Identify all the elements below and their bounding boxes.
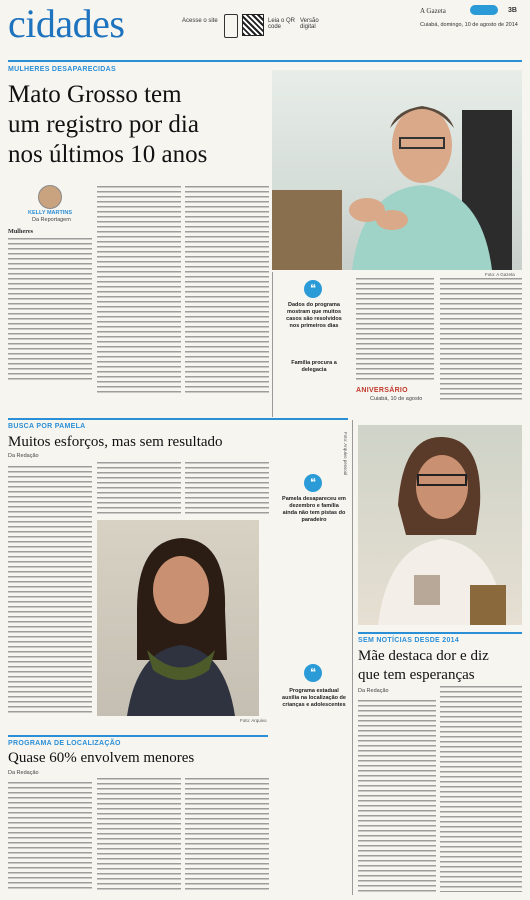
author-role: Da Reportagem	[32, 217, 71, 223]
story-three-headline: Quase 60% envolvem menores	[8, 750, 195, 766]
story-three-byline: Da Redação	[8, 770, 39, 776]
quote-icon: ❝	[304, 280, 322, 298]
story-three-column-3	[185, 778, 269, 892]
main-photo	[272, 70, 522, 270]
main-column-2	[97, 186, 181, 396]
story-two-photo-credit: Foto: Arquivo	[240, 718, 267, 723]
main-column-5	[440, 278, 522, 403]
main-headline-line-3: nos últimos 10 anos	[8, 141, 208, 168]
story-two-rule	[8, 418, 348, 420]
column-divider	[352, 420, 353, 895]
story-two-column-3	[185, 462, 269, 514]
story-four-rule	[358, 632, 522, 634]
story-two-column-1	[8, 466, 92, 716]
story-two-photo	[97, 520, 259, 716]
story-three-rule	[8, 735, 268, 737]
story-four-kicker: SEM NOTÍCIAS DESDE 2014	[358, 637, 460, 644]
column-divider	[272, 272, 273, 417]
author-name: KELLY MARTINS	[28, 210, 73, 216]
story-three-sidebar-icon	[304, 664, 322, 682]
quote-icon: ❝	[304, 664, 322, 682]
main-kicker: MULHERES DESAPARECIDAS	[8, 66, 116, 73]
story-two-byline: Da Redação	[8, 453, 39, 459]
page-number: 3B	[508, 7, 517, 14]
mother-portrait-illustration	[358, 425, 522, 625]
main-headline-line-2: um registro por dia	[8, 111, 199, 138]
main-column-1	[8, 238, 92, 380]
qr-code-icon	[242, 14, 264, 36]
main-sidebar-text-2: Família procura a delegacia	[291, 360, 337, 373]
story-two-headline: Muitos esforços, mas sem resultado	[8, 434, 223, 450]
main-red-label: ANIVERSÁRIO	[356, 387, 408, 394]
main-highlight-text: Cuiabá, 10 de agosto	[370, 396, 423, 402]
story-four-column-2	[440, 686, 522, 892]
story-four-column-1	[358, 700, 436, 892]
date-line: Cuiabá, domingo, 10 de agosto de 2014	[420, 22, 518, 28]
brand-logo-icon	[470, 5, 498, 15]
main-headline-line-1: Mato Grosso tem	[8, 81, 182, 108]
story-three-kicker: PROGRAMA DE LOCALIZAÇÃO	[8, 740, 121, 747]
header-promo	[182, 10, 332, 42]
woman-portrait-illustration	[97, 520, 259, 716]
story-two-sidebar-text: Pamela desapareceu em dezembro e família ainda não tem pistas do paradeiro	[282, 496, 346, 523]
main-sidebar-icon	[304, 280, 322, 298]
story-four-photo	[358, 425, 522, 625]
main-lead-words: Mulheres	[8, 228, 33, 235]
story-two-sidebar-icon	[304, 474, 322, 492]
main-column-4	[356, 278, 434, 383]
promo-right: Versão digital	[300, 18, 319, 30]
promo-mid: Leia o QR code	[268, 18, 296, 30]
story-four-photo-credit: Foto: Arquivo pessoal	[343, 432, 348, 476]
main-sidebar-text: Dados do programa mostram que muitos casos são resolvidos nos primeiros dias	[286, 302, 342, 329]
main-headline	[8, 80, 268, 170]
main-photo-credit: Foto: A Gazeta	[485, 272, 515, 277]
phone-icon	[224, 14, 238, 38]
story-three-column-1	[8, 782, 92, 892]
story-two-kicker: BUSCA POR PAMELA	[8, 423, 86, 430]
story-four-headline-line-1: Mãe destaca dor e diz	[358, 648, 489, 664]
story-four-headline-line-2: que tem esperanças	[358, 667, 475, 683]
header-rule	[8, 60, 522, 62]
story-four-byline: Da Redação	[358, 688, 389, 694]
story-four-headline	[358, 647, 522, 685]
newspaper-name: A Gazeta	[420, 7, 446, 15]
author-avatar	[38, 185, 62, 209]
story-three-sidebar-text: Programa estadual auxilia na localização de crianças e adolescentes	[282, 688, 346, 708]
quote-icon: ❝	[304, 474, 322, 492]
main-column-3	[185, 186, 269, 396]
story-two-column-2	[97, 462, 181, 514]
story-three-column-2	[97, 778, 181, 892]
section-title: cidades	[8, 1, 125, 46]
man-portrait-illustration	[272, 70, 522, 270]
promo-left: Acesse o site	[182, 18, 218, 24]
